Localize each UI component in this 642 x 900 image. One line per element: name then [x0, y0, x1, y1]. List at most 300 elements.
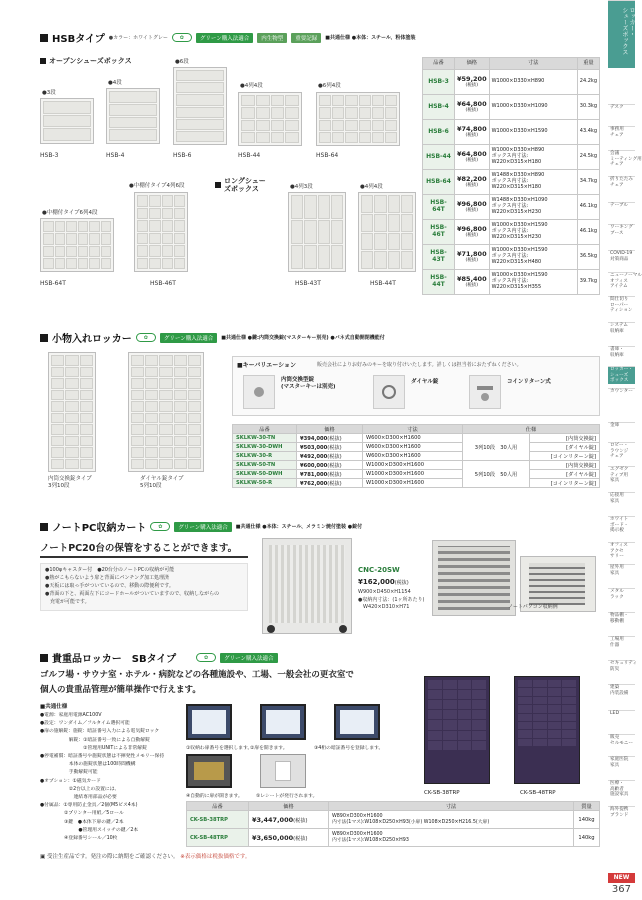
step-screen-image	[334, 704, 380, 740]
side-tab[interactable]: 医療・ 高齢者 施設家具	[608, 780, 635, 798]
pc-cart-section-header	[40, 519, 362, 534]
spec-item: ②プリンター用紙／5ロール	[40, 811, 124, 817]
side-index-tabs	[608, 0, 642, 900]
tax-label: (税抜)	[465, 83, 479, 89]
price-cell	[455, 245, 490, 270]
table-row	[423, 170, 600, 195]
product-caption: CK-SB-38TRP	[424, 790, 460, 796]
product-image-hsb64	[316, 92, 400, 146]
table-row	[423, 120, 600, 145]
step-caption: ⑤レシートが発行されます。	[256, 794, 318, 799]
section-marker-icon	[40, 34, 48, 42]
hsb-spec-table	[422, 57, 600, 295]
tax-label: (税抜)	[327, 471, 342, 478]
side-tab[interactable]: 折りたたみ チェア	[608, 176, 635, 188]
side-tab[interactable]: 工場用 什器	[608, 636, 635, 648]
price-cell	[455, 270, 490, 295]
column-header: 品番	[233, 425, 297, 434]
side-tab[interactable]: LED	[608, 710, 635, 717]
product-code: HSB-46T	[423, 220, 455, 245]
weight-cell: 43.4kg	[577, 120, 599, 145]
page-number: 367	[611, 884, 631, 895]
dimensions-cell: W1000×D330×H1590 ボックス内寸法: W220×D315×H230	[489, 220, 577, 245]
green-leaf-icon: ✿	[196, 653, 216, 662]
group-cell: 5列10段 50人用	[463, 461, 530, 488]
table-row	[233, 452, 600, 461]
tag-badge: 重要記録	[291, 33, 321, 43]
spec-item: ③鍵 ●本体下扉の鍵／2本	[40, 819, 124, 825]
side-tab[interactable]: セキュリティ 防災	[610, 661, 638, 672]
open-shoebox-subheading	[40, 56, 132, 66]
pc-cart-model: CNC-20SW	[358, 566, 400, 574]
side-tab[interactable]: 会議 ミーティング用 チェア	[610, 151, 642, 167]
tax-label: (税抜)	[327, 480, 342, 487]
price-value: ¥762,000	[300, 480, 328, 487]
price-value: ¥59,200	[457, 74, 487, 83]
headline-underline	[40, 556, 248, 558]
pc-storage-caption: ノートパソコン収納例	[508, 604, 558, 610]
spec-item: ④登録番号シール／10枚	[40, 836, 118, 842]
tax-label: (税抜)	[293, 817, 308, 824]
step-caption: ②扉を開きます。	[250, 746, 288, 751]
side-tab[interactable]: デスク	[608, 104, 635, 111]
tax-label: (税抜)	[293, 835, 308, 842]
table-row	[233, 479, 600, 488]
feature-item: ●天板には取っ手がついているので、移動の際便利です。	[45, 583, 174, 589]
table-row	[233, 470, 600, 479]
inner-dimensions: 内寸法(1マス):W108×D250×H93	[332, 837, 409, 843]
product-image-hsb44t	[358, 192, 416, 272]
weight-cell: 39.7kg	[577, 270, 599, 295]
side-tab[interactable]: ロッカー・ シューズ ボックス	[608, 366, 635, 384]
pc-cart-price	[358, 578, 409, 586]
price-value: ¥96,800	[457, 199, 487, 208]
side-tab[interactable]: ロッカー・ シューズボックス	[608, 0, 635, 68]
price-value: ¥64,800	[457, 149, 487, 158]
column-header: 寸法	[489, 58, 577, 70]
table-row	[187, 829, 600, 847]
product-image-ck-sb-38trp	[424, 676, 490, 784]
price-value: ¥85,400	[457, 274, 487, 283]
tax-label: (税抜)	[327, 435, 342, 442]
lock-type-cell: [コインリターン錠]	[530, 479, 600, 488]
spec-item: ②2台以上の設置には、	[40, 786, 120, 792]
outer-dimensions: W890×D300×H1600	[332, 813, 383, 819]
tax-label: (税抜)	[465, 133, 479, 139]
common-spec: ■共通仕様 ●本体：スチール、メラミン焼付塗装 ●錠付	[235, 524, 363, 530]
spec-item: 連結専用部品が必要	[40, 795, 117, 801]
subsection-marker-icon	[215, 182, 221, 188]
spec-item: ●電源：家庭用電源AC100V	[40, 713, 102, 718]
pc-cart-headline: ノートPC20台の保管をすることができます。	[40, 543, 238, 554]
dimensions-cell: W1488×D330×H890 ボックス内寸法: W220×D315×H180	[489, 170, 577, 195]
tier-label: ●4列4段	[360, 184, 383, 190]
hsb-section-header	[40, 30, 416, 45]
tag-badge: 内生物型	[257, 33, 287, 43]
price-cell	[297, 470, 363, 479]
product-image-sklkw-50	[128, 352, 204, 472]
product-caption: HSB-43T	[295, 280, 321, 287]
section-marker-icon	[40, 654, 48, 662]
lock-type-cell: [内筒交換錠]	[530, 461, 600, 470]
spec-item: 解錠：①暗証番号一致による自動解錠	[40, 737, 150, 743]
tax-label: (税抜)	[465, 258, 479, 264]
product-caption: HSB-6	[173, 152, 192, 159]
small-locker-section-header	[40, 330, 385, 345]
product-code: CK-SB-38TRP	[187, 811, 249, 829]
tier-label: ●4列4段	[240, 83, 263, 89]
spec-item: 本体の施錠状態は100時間機構	[40, 762, 136, 768]
product-caption: HSB-64T	[40, 280, 66, 287]
feature-item: ●熱がこもらないよう扉と背面にパンチング加工処理済	[45, 575, 170, 581]
side-tab[interactable]: 販売 セルモニー	[608, 734, 635, 746]
price-value: ¥394,000	[300, 435, 328, 442]
column-header: 価格	[455, 58, 490, 70]
price-cell	[297, 434, 363, 443]
spec-item: ●付属品：①専用防止金具／2個(M5ビス4本)	[40, 803, 138, 809]
product-caption: HSB-3	[40, 152, 59, 159]
dial-lock-image	[373, 375, 405, 409]
table-row	[233, 461, 600, 470]
weight-cell: 46.1kg	[577, 195, 599, 220]
valuables-section-header	[40, 650, 278, 665]
product-caption: HSB-64	[316, 152, 339, 159]
weight-cell: 34.7kg	[577, 170, 599, 195]
price-value: ¥64,800	[457, 99, 487, 108]
section-title: HSBタイプ	[52, 34, 105, 45]
price-cell	[455, 170, 490, 195]
side-tab[interactable]: 金庫	[608, 422, 635, 429]
tax-label: (税抜)	[394, 580, 409, 586]
side-tab[interactable]: ニューノーマル オフィス アイテム	[610, 273, 642, 289]
weight-cell: 30.3kg	[577, 95, 599, 120]
tier-label: ●4段	[108, 80, 122, 86]
price-cell	[297, 461, 363, 470]
price-cell	[455, 95, 490, 120]
product-image-hsb44	[238, 92, 302, 146]
dimensions-cell: W1000×D330×H890	[489, 70, 577, 95]
valuables-headline-2: 個人の貴重品管理が簡単操作で行えます。	[40, 685, 201, 695]
step-caption: ①収納わ扉番号を選択します。	[186, 746, 253, 751]
lock-type-cell: [コインリターン錠]	[530, 452, 600, 461]
section-title: ノートPC収納カート	[52, 523, 147, 534]
key-type-label: 内筒交換型錠 (マスターキーは別売)	[281, 377, 336, 390]
feature-item: 充電が可能です。	[45, 599, 90, 605]
key-variation-note: 販売会社によりお好みのキーを取り付けいたします。詳しくは担当者におたずねください。	[317, 362, 522, 368]
side-tab[interactable]: 家庭医院 家具	[608, 756, 635, 768]
lock-type-cell: [ダイヤル錠]	[530, 470, 600, 479]
product-caption: CK-SB-48TRP	[520, 790, 556, 796]
table-row	[423, 195, 600, 220]
table-row	[423, 220, 600, 245]
step-caption: ④自動的に扉が開きます。	[186, 794, 243, 799]
product-code: CK-SB-48TRP	[187, 829, 249, 847]
price-value: ¥492,000	[300, 453, 328, 460]
price-value: ¥3,650,000	[252, 833, 294, 842]
key-variation-title: ■キーバリエーション	[237, 362, 297, 369]
side-tab[interactable]: メタル ラック	[608, 588, 635, 600]
section-title: 小物入れロッカー	[52, 334, 132, 345]
dimensions-cell: W1000×D330×H1590 ボックス内寸法: W220×D315×H355	[489, 270, 577, 295]
group-cell: 3列10段 30人用	[463, 434, 530, 461]
step-screen-image	[260, 704, 306, 740]
side-tab[interactable]: オフィス アクセ サリー	[608, 542, 635, 560]
product-code: SKLKW-30-TN	[233, 434, 297, 443]
side-tab[interactable]: 物品棚・ 移動棚	[608, 612, 635, 624]
common-spec: ■共通仕様 ●本体：スチール、粉体塗装	[325, 35, 416, 41]
product-image-hsb64t	[40, 218, 114, 272]
step-door-image	[186, 754, 232, 788]
lock-type-cell: [内筒交換錠]	[530, 434, 600, 443]
key-variation-box	[232, 356, 600, 416]
column-header: 質量	[574, 802, 600, 811]
dimensions-cell: W1000×D300×H1600	[363, 470, 463, 479]
side-tab[interactable]: COVID-19 対策商品	[608, 250, 635, 262]
spec-title: ■共通仕様	[40, 704, 68, 710]
dimensions-cell: W1000×D330×H1090	[489, 95, 577, 120]
table-row	[423, 245, 600, 270]
weight-cell: 140kg	[574, 811, 600, 829]
green-purchase-badge: グリーン購入法適合	[160, 333, 217, 343]
step-receipt-image	[260, 754, 306, 788]
price-cell	[297, 452, 363, 461]
price-value: ¥162,000	[358, 578, 395, 586]
spec-item: ●設定：ワンダイム／フルタイム選択可能	[40, 721, 130, 727]
valuables-headline-1: ゴルフ場・サウナ室・ホテル・病院などの各種施設や、工場、一般会社の更衣室で	[40, 670, 354, 680]
price-cell	[455, 120, 490, 145]
new-badge: NEW	[608, 873, 635, 883]
operation-steps	[186, 704, 424, 798]
valuables-spec-table	[186, 801, 600, 847]
column-header: 価格	[249, 802, 329, 811]
side-tab[interactable]: テーブル	[608, 202, 635, 209]
side-tab[interactable]: カウンター	[608, 388, 635, 395]
color-note: ●カラー：ホワイトグレー	[108, 35, 168, 41]
tax-label: (税抜)	[327, 444, 342, 451]
dimensions-cell: W600×D300×H1600	[363, 443, 463, 452]
product-code: HSB-64T	[423, 195, 455, 220]
product-code: HSB-43T	[423, 245, 455, 270]
price-cell	[455, 220, 490, 245]
cylinder-lock-image	[243, 375, 275, 409]
valuables-spec-list	[40, 712, 180, 843]
pc-cart-image	[262, 538, 352, 634]
dimensions-cell	[329, 811, 574, 829]
price-value: ¥781,000	[300, 471, 328, 478]
product-code: HSB-6	[423, 120, 455, 145]
table-row	[423, 70, 600, 95]
column-header: 価格	[297, 425, 363, 434]
weight-cell: 24.5kg	[577, 145, 599, 170]
column-header: 寸法	[363, 425, 463, 434]
product-image-hsb3	[40, 98, 94, 144]
product-image-sklkw-30	[48, 352, 96, 472]
price-value: ¥71,800	[457, 249, 487, 258]
pc-cart-features	[40, 563, 248, 611]
price-cell	[297, 443, 363, 452]
side-tab[interactable]: 海外提携 ブランド	[608, 806, 635, 818]
green-purchase-badge: グリーン購入法適合	[220, 653, 277, 663]
spec-item: ②管理用UNITによる非常解錠	[40, 745, 147, 751]
side-tab[interactable]: エグゼク ティブ用 家具	[608, 466, 635, 484]
product-code: HSB-64	[423, 170, 455, 195]
side-tab[interactable]: ワーキング ブース	[608, 224, 635, 236]
tax-label: (税抜)	[465, 283, 479, 289]
long-shoebox-subheading	[215, 177, 272, 194]
product-code: HSB-3	[423, 70, 455, 95]
product-image-hsb6	[173, 67, 227, 145]
inner-dimensions: 内寸法(1マス):W108×D250×H93(小扉) W108×D250×H216.5(大扉)	[332, 819, 490, 825]
tax-label: (税抜)	[327, 462, 342, 469]
price-value: ¥74,800	[457, 124, 487, 133]
spec-item: 手動解錠可能	[40, 770, 98, 776]
tier-label: ●中棚付タイプ4列6段	[129, 183, 185, 189]
product-caption: 内筒交換錠タイプ 3列10段	[48, 476, 92, 489]
weight-cell: 46.1kg	[577, 220, 599, 245]
section-marker-icon	[40, 523, 48, 531]
dimensions-cell: W1000×D330×H890 ボックス内寸法: W220×D315×H180	[489, 145, 577, 170]
side-tab[interactable]: 間仕切り ローパー ティション	[608, 296, 635, 314]
green-purchase-badge: グリーン購入法適合	[196, 33, 253, 43]
spec-item: ●停電補償：暗証番号や施錠状態は不揮発性メモリー保持	[40, 754, 165, 760]
pc-cart-dimensions: W900×D450×H1154	[358, 589, 411, 595]
price-value: ¥600,000	[300, 462, 328, 469]
dimensions-cell: W1000×D330×H1590	[489, 120, 577, 145]
tax-label: (税抜)	[465, 158, 479, 164]
lock-type-cell: [ダイヤル錠]	[530, 443, 600, 452]
feature-item: ●100φキャスター付 ●20台分のノートPCの収納が可能	[45, 567, 175, 573]
product-image-hsb4	[106, 88, 160, 144]
product-caption: HSB-44	[238, 152, 261, 159]
info-icon: ▣	[40, 854, 46, 860]
tier-label: ●6段	[175, 59, 189, 65]
footer-note-text: 受注生産品です。発注の際に納期をご確認ください。	[46, 854, 179, 860]
spec-item: ●扉の施解錠：施錠：暗証番号入力による電気錠ロック	[40, 729, 160, 735]
product-caption: ダイヤル錠タイプ 5列10段	[140, 476, 184, 489]
product-code: SKLKW-50-TN	[233, 461, 297, 470]
table-row	[187, 811, 600, 829]
table-row	[423, 270, 600, 295]
subheading-text: オープンシューズボックス	[49, 57, 132, 65]
subheading-text: ロングシューズボックス	[224, 177, 266, 194]
price-value: ¥82,200	[457, 174, 487, 183]
price-cell	[249, 829, 329, 847]
dimensions-cell: W1000×D300×H1600	[363, 461, 463, 470]
outer-dimensions: W890×D300×H1600	[332, 831, 383, 837]
product-code: SKLKW-50-R	[233, 479, 297, 488]
product-code: HSB-4	[423, 95, 455, 120]
product-code: HSB-44	[423, 145, 455, 170]
product-image-ck-sb-48trp	[514, 676, 580, 784]
spec-item: ●オプション：①磁気カード	[40, 778, 101, 784]
green-leaf-icon: ✿	[136, 333, 156, 342]
side-tab[interactable]: 屋外用 家具	[608, 564, 635, 576]
footer-note	[40, 852, 250, 860]
side-tab[interactable]: システム 収納庫	[608, 322, 635, 334]
tax-label: (税抜)	[327, 453, 342, 460]
pc-storage-example-image	[432, 540, 516, 616]
product-code: SKLKW-50-DWH	[233, 470, 297, 479]
weight-cell: 24.2kg	[577, 70, 599, 95]
table-row	[423, 145, 600, 170]
table-row	[233, 443, 600, 452]
tax-label: (税抜)	[465, 208, 479, 214]
common-spec: ■共通仕様 ●鍵:内筒交換錠(マスターキー別売) ●バネ式自動開閉機能付	[221, 335, 385, 341]
green-purchase-badge: グリーン購入法適合	[174, 522, 231, 532]
price-cell	[455, 145, 490, 170]
tier-label: ●中棚付タイプ6列4段	[42, 210, 98, 216]
product-caption: HSB-46T	[150, 280, 176, 287]
pc-cart-inner-dimensions: ●収納内寸法：(1ヶ所あたり) W420×D310×H71	[358, 597, 425, 610]
subsection-marker-icon	[40, 58, 46, 64]
side-tab[interactable]: 事務用 チェア	[608, 126, 635, 138]
dimensions-cell: W600×D300×H1600	[363, 434, 463, 443]
price-value: ¥3,447,000	[252, 815, 294, 824]
product-image-hsb43t	[288, 192, 346, 272]
weight-cell: 36.5kg	[577, 245, 599, 270]
column-header: 重量	[577, 58, 599, 70]
key-type-label: コインリターン式	[507, 379, 551, 385]
side-tab[interactable]: ロビー・ ラウンジ チェア	[608, 442, 635, 460]
price-cell	[455, 70, 490, 95]
dimensions-cell: W1488×D330×H1090 ボックス内寸法: W220×D315×H230	[489, 195, 577, 220]
column-header: 仕様	[463, 425, 600, 434]
section-title: 貴重品ロッカー SBタイプ	[52, 654, 177, 665]
price-cell	[249, 811, 329, 829]
product-code: HSB-44T	[423, 270, 455, 295]
product-caption: HSB-44T	[370, 280, 396, 287]
price-value: ¥503,000	[300, 444, 328, 451]
tax-label: (税抜)	[465, 108, 479, 114]
dimensions-cell: W1000×D330×H1590 ボックス内寸法: W220×D315×H480	[489, 245, 577, 270]
tier-label: ●6列4段	[318, 83, 341, 89]
side-tab[interactable]: 建築 内装設備	[608, 684, 635, 696]
column-header: 寸法	[329, 802, 574, 811]
column-header: 品番	[423, 58, 455, 70]
table-row	[423, 95, 600, 120]
feature-item: ●背面の下と、両面左下にコードホールがついていますので、収納しながらの	[45, 591, 220, 597]
tier-label: ●4列3段	[290, 184, 313, 190]
section-marker-icon	[40, 334, 48, 342]
footer-note-2: ※表示価格は税抜価格です。	[180, 854, 251, 860]
green-leaf-icon: ✿	[172, 33, 192, 42]
tax-label: (税抜)	[465, 183, 479, 189]
dimensions-cell: W1000×D300×H1600	[363, 479, 463, 488]
product-caption: HSB-4	[106, 152, 125, 159]
price-cell	[297, 479, 363, 488]
coin-return-lock-image	[469, 375, 501, 409]
product-code: SKLKW-30-DWH	[233, 443, 297, 452]
step-screen-image	[186, 704, 232, 740]
tax-label: (税抜)	[465, 233, 479, 239]
dimensions-cell: W600×D300×H1600	[363, 452, 463, 461]
dimensions-cell	[329, 829, 574, 847]
step-caption: ③4桁の暗証番号を登録します。	[314, 746, 384, 751]
product-code: SKLKW-30-R	[233, 452, 297, 461]
tier-label: ●3段	[42, 90, 56, 96]
table-row	[233, 434, 600, 443]
key-type-label: ダイヤル錠	[411, 379, 439, 385]
price-value: ¥96,800	[457, 224, 487, 233]
weight-cell: 140kg	[574, 829, 600, 847]
side-tab[interactable]: ホワイト ボード・ 掲示板	[608, 516, 635, 534]
product-image-hsb46t	[134, 192, 188, 272]
green-leaf-icon: ✿	[150, 522, 170, 531]
side-tab[interactable]: 書庫・ 収納庫	[608, 346, 635, 358]
small-locker-spec-table	[232, 424, 600, 488]
side-tab[interactable]: 応接用 家具	[608, 492, 635, 504]
column-header: 品番	[187, 802, 249, 811]
